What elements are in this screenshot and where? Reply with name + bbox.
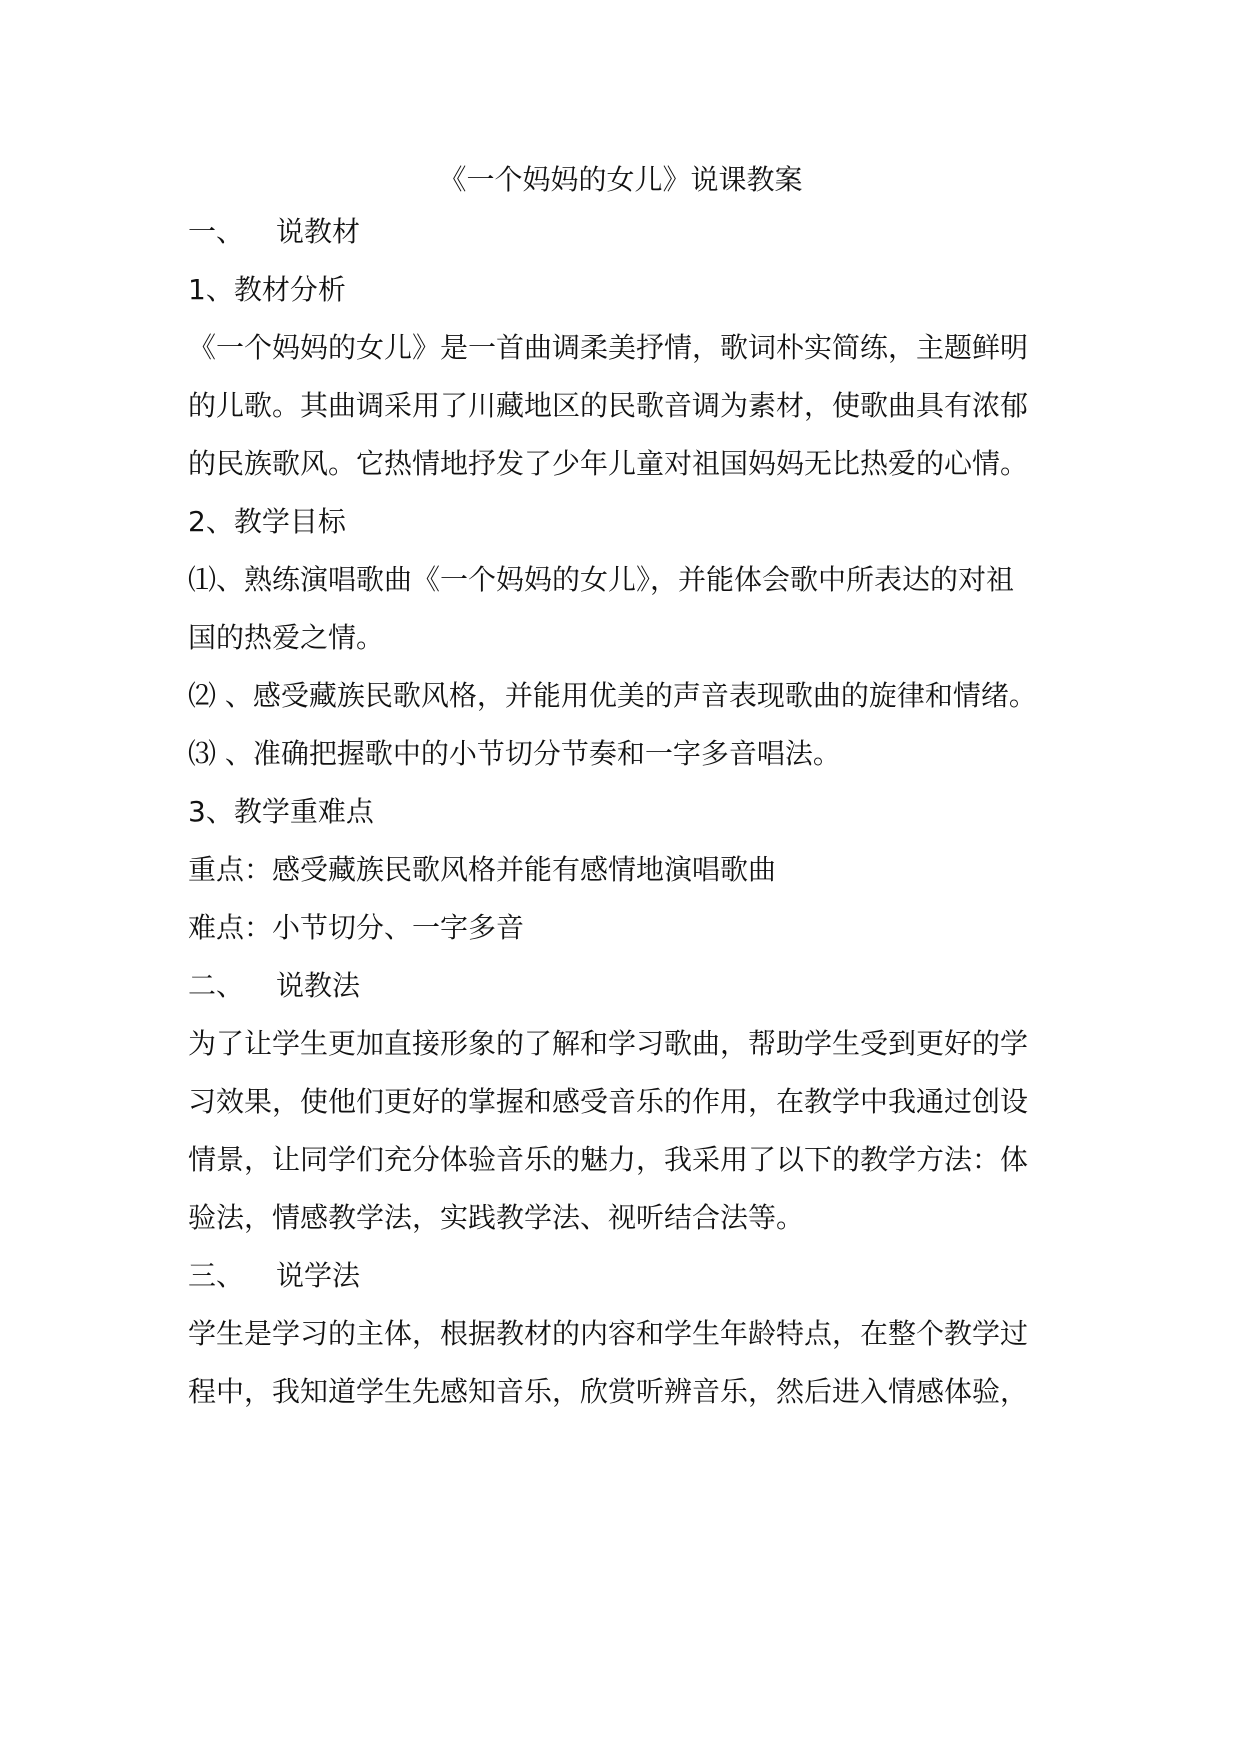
section-label: 说教材 bbox=[276, 215, 361, 248]
goal-line: ⑵ 、感受藏族民歌风格，并能用优美的声音表现歌曲的旋律和情绪。 bbox=[188, 679, 1037, 712]
goal-line: ⑴、熟练演唱歌曲《一个妈妈的女儿》，并能体会歌中所表达的对祖 bbox=[188, 563, 1015, 596]
goal-line: ⑶ 、准确把握歌中的小节切分节奏和一字多音唱法。 bbox=[188, 737, 841, 770]
section-number: 一、 bbox=[188, 215, 245, 248]
section-label: 说教法 bbox=[276, 969, 361, 1002]
section-number: 三、 bbox=[188, 1259, 245, 1292]
paragraph-line: 为了让学生更加直接形象的了解和学习歌曲，帮助学生受到更好的学 bbox=[188, 1027, 1029, 1060]
document-title: 《一个妈妈的女儿》说课教案 bbox=[438, 163, 803, 196]
section-heading-2 bbox=[188, 966, 1058, 1006]
subheading-key-difficult-points: 3、教学重难点 bbox=[188, 795, 374, 828]
section-label: 说学法 bbox=[276, 1259, 361, 1292]
paragraph-line: 《一个妈妈的女儿》是一首曲调柔美抒情，歌词朴实简练，主题鲜明 bbox=[188, 331, 1029, 364]
subheading-material-analysis: 1、教材分析 bbox=[188, 273, 346, 306]
paragraph-line: 的儿歌。其曲调采用了川藏地区的民歌音调为素材，使歌曲具有浓郁 bbox=[188, 389, 1029, 422]
paragraph-line: 的民族歌风。它热情地抒发了少年儿童对祖国妈妈无比热爱的心情。 bbox=[188, 447, 1029, 480]
section-heading-1 bbox=[188, 212, 1058, 252]
key-point: 重点：感受藏族民歌风格并能有感情地演唱歌曲 bbox=[188, 853, 777, 886]
paragraph-line: 习效果，使他们更好的掌握和感受音乐的作用，在教学中我通过创设 bbox=[188, 1085, 1029, 1118]
difficult-point: 难点：小节切分、一字多音 bbox=[188, 911, 525, 944]
paragraph-line: 情景，让同学们充分体验音乐的魅力，我采用了以下的教学方法：体 bbox=[188, 1143, 1029, 1176]
goal-line: 国的热爱之情。 bbox=[188, 621, 385, 654]
subheading-teaching-goals: 2、教学目标 bbox=[188, 505, 346, 538]
section-number: 二、 bbox=[188, 969, 245, 1002]
section-heading-3 bbox=[188, 1256, 1058, 1296]
paragraph-line: 验法，情感教学法，实践教学法、视听结合法等。 bbox=[188, 1201, 805, 1234]
paragraph-line: 学生是学习的主体，根据教材的内容和学生年龄特点，在整个教学过 bbox=[188, 1317, 1029, 1350]
paragraph-line: 程中，我知道学生先感知音乐，欣赏听辨音乐，然后进入情感体验， bbox=[188, 1375, 1029, 1408]
